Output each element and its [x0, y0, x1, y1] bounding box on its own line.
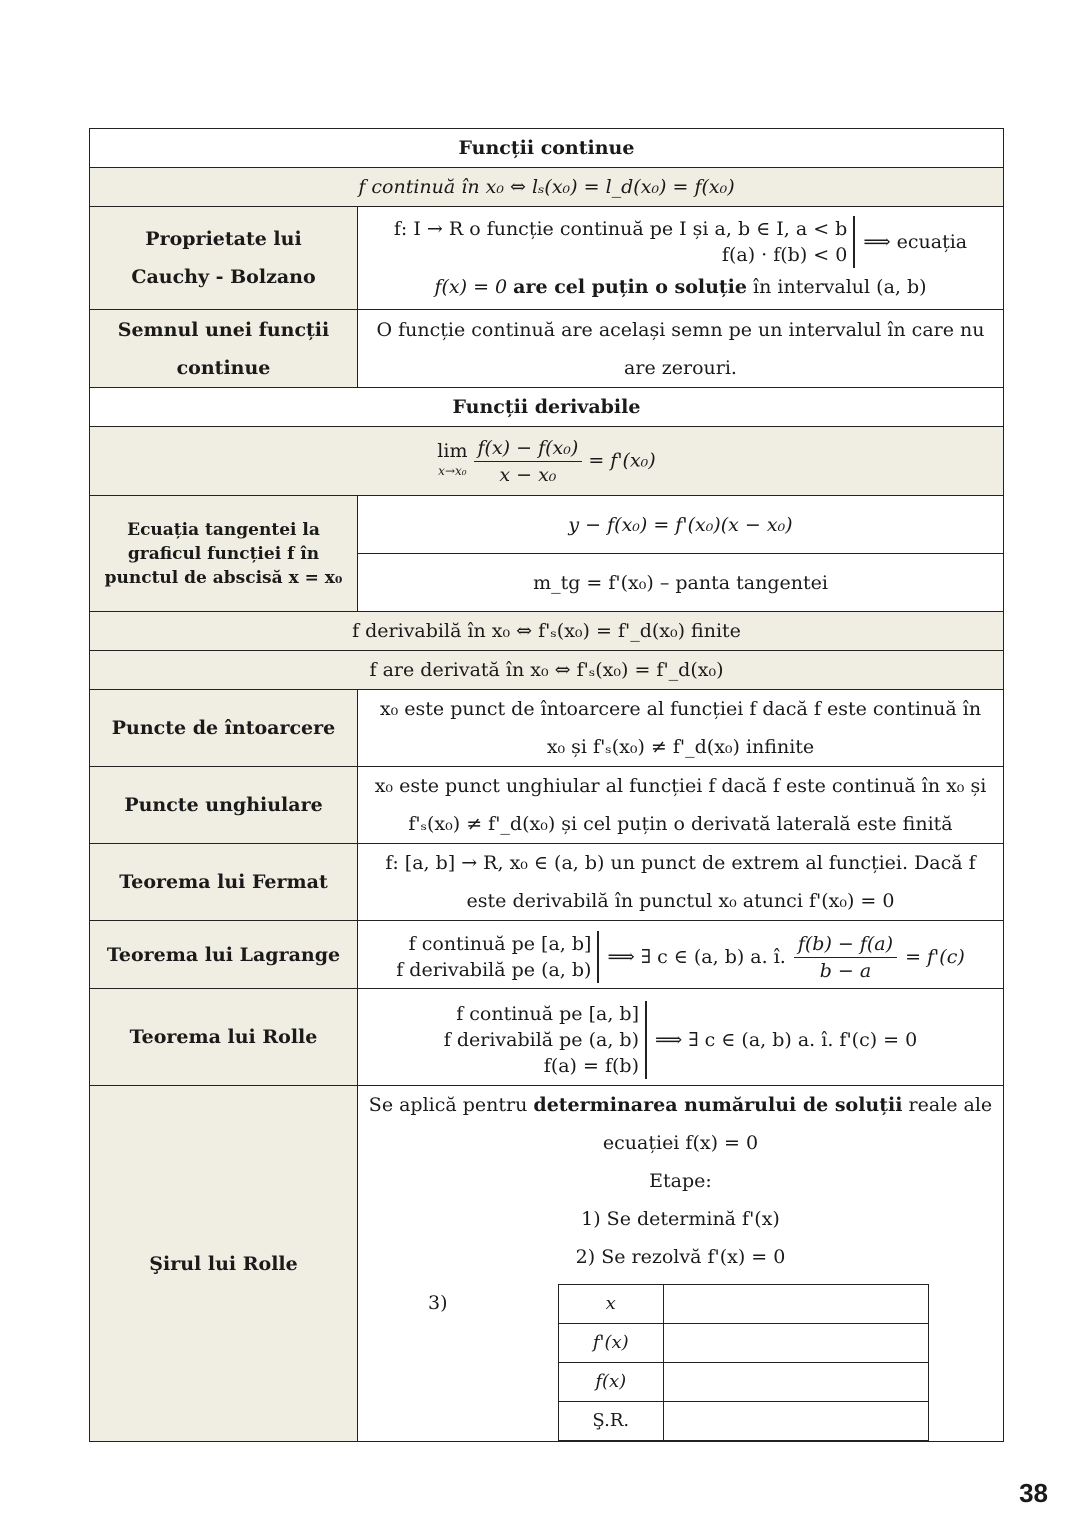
derivabila-definition: f derivabilă în x₀ ⇔ f'ₛ(x₀) = f'_d(x₀) finite — [90, 612, 1004, 651]
sign-table-row-label: x — [558, 1285, 663, 1324]
sir-rolle-step1: 1) Se determină f'(x) — [581, 1208, 780, 1230]
sir-rolle-step2: 2) Se rezolvă f'(x) = 0 — [575, 1246, 786, 1268]
unghiulare-label: Puncte unghiulare — [90, 767, 358, 844]
intoarcere-label: Puncte de întoarcere — [90, 690, 358, 767]
cauchy-conditions — [394, 216, 967, 268]
sign-table-row-label: f'(x) — [558, 1324, 663, 1363]
continuity-definition: f continuă în x₀ ⇔ lₛ(x₀) = l_d(x₀) = f(x₀) — [90, 168, 1004, 207]
unghiulare-text: x₀ este punct unghiular al funcției f dacă f este continuă în x₀ și f'ₛ(x₀) ≠ f'_d(x₀) și cel puțin o derivată laterală este finită — [358, 767, 1004, 844]
limit-symbol: lim x→x₀ — [437, 440, 468, 478]
lagrange-content: f continuă pe [a, b] f derivabilă pe (a, b) ⟹ ∃ c ∈ (a, b) a. î. $\frac{f(b) - f(a)}{b - a}$ = f'(c) — [358, 921, 1004, 989]
cauchy-label-line2: Cauchy - Bolzano — [131, 266, 316, 288]
rolle-label: Teorema lui Rolle — [90, 989, 358, 1086]
cauchy-cond2: f(a) · f(b) < 0 — [721, 244, 848, 266]
summary-table — [89, 128, 1004, 1442]
cauchy-label — [90, 207, 358, 310]
cauchy-implies: ⟹ ecuația — [863, 231, 968, 253]
sir-rolle-step3: 3) — [428, 1292, 448, 1314]
sir-rolle-intro: Se aplică pentru determinarea numărului de soluții reale ale ecuației f(x) = 0 — [368, 1094, 993, 1154]
cauchy-content — [358, 207, 1004, 310]
rolle-content: f continuă pe [a, b] f derivabilă pe (a, b) f(a) = f(b) ⟹ ∃ c ∈ (a, b) a. î. f'(c) = 0 — [358, 989, 1004, 1086]
sir-rolle-content — [358, 1086, 1004, 1442]
semn-text: O funcție continuă are același semn pe un intervalul în care nu are zerouri. — [358, 310, 1004, 388]
cauchy-conclusion: f(x) = 0 are cel puțin o soluție în intervalul (a, b) — [434, 276, 927, 298]
sir-rolle-etape: Etape: — [649, 1170, 712, 1192]
cauchy-cond1: f: I → R o funcție continuă pe I și a, b ∈ I, a < b — [393, 218, 848, 240]
fermat-label: Teorema lui Fermat — [90, 844, 358, 921]
section-title-derivabile: Funcții derivabile — [90, 388, 1004, 427]
difference-quotient: $\frac{\text{f(x) − f(x₀)}}{\text{x − x₀}}$ — [474, 435, 583, 488]
intoarcere-text: x₀ este punct de întoarcere al funcției f dacă f este continuă în x₀ și f'ₛ(x₀) ≠ f'_d(x₀) infinite — [358, 690, 1004, 767]
tangent-equation: y − f(x₀) = f'(x₀)(x − x₀) — [358, 496, 1004, 554]
cauchy-label-line1: Proprietate lui — [145, 228, 302, 250]
derivative-definition: lim x→x₀ $\frac{\text{f(x) − f(x₀)}}{\text{x − x₀}}$ = f'(x₀) — [90, 427, 1004, 496]
page-number: 38 — [1019, 1478, 1048, 1508]
are-derivata-definition: f are derivată în x₀ ⇔ f'ₛ(x₀) = f'_d(x₀) — [90, 651, 1004, 690]
tangent-label: Ecuația tangentei la graficul funcției f în punctul de abscisă x = x₀ — [90, 496, 358, 612]
sir-rolle-label: Şirul lui Rolle — [90, 1086, 358, 1442]
tangent-slope: m_tg = f'(x₀) – panta tangentei — [358, 554, 1004, 612]
fermat-text: f: [a, b] → R, x₀ ∈ (a, b) un punct de extrem al funcției. Dacă f este derivabilă în punctul x₀ atunci f'(x₀) = 0 — [358, 844, 1004, 921]
section-title-continue: Funcții continue — [90, 129, 1004, 168]
sign-table-row-label: Ş.R. — [558, 1402, 663, 1441]
semn-label: Semnul unei funcții continue — [90, 310, 358, 388]
sign-table-row-label: f(x) — [558, 1363, 663, 1402]
sign-table — [558, 1284, 929, 1441]
lagrange-label: Teorema lui Lagrange — [90, 921, 358, 989]
